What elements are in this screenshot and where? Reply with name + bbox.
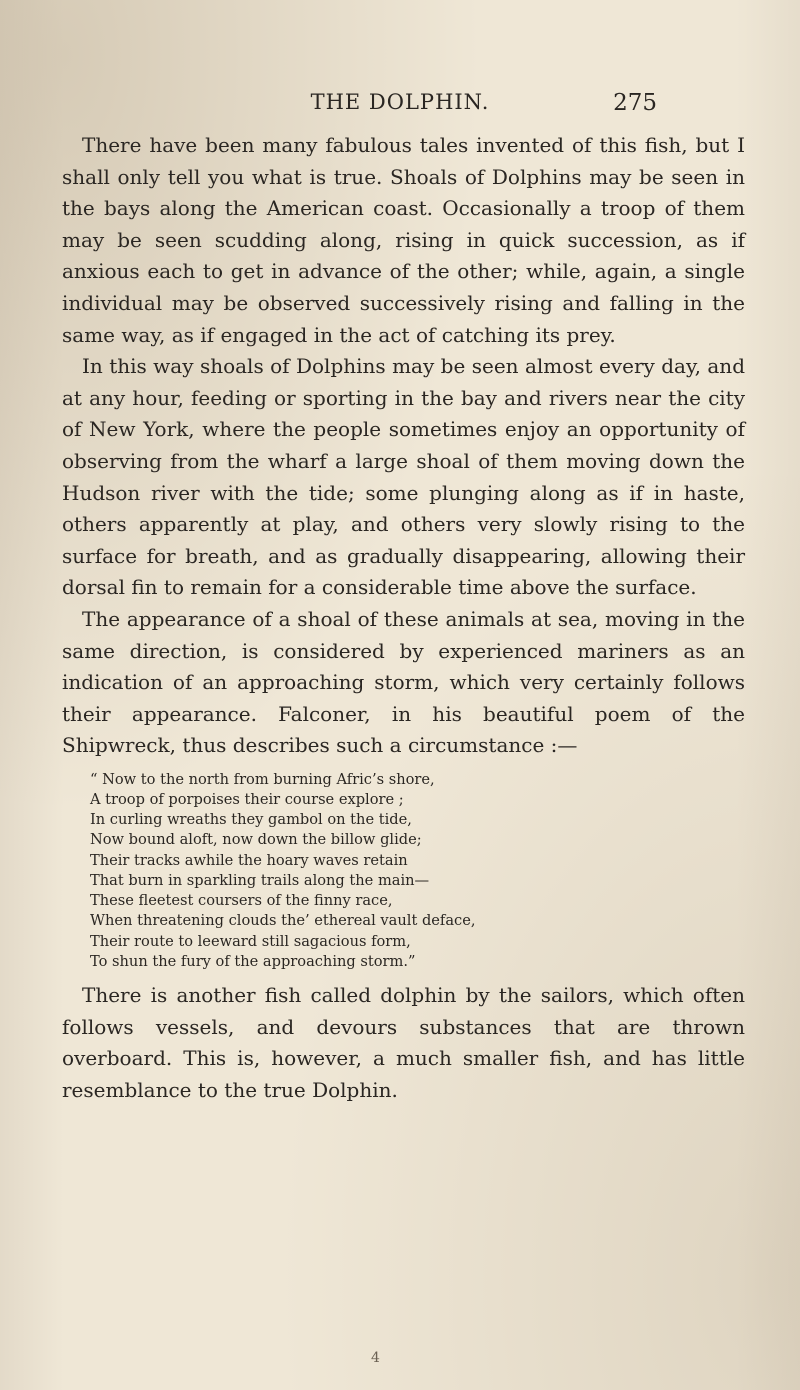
body-text <box>62 130 745 1106</box>
page-header <box>0 90 800 126</box>
poem-line: Their tracks awhile the hoary waves retain <box>90 851 408 869</box>
paragraph-3: The appearance of a shoal of these animals at sea, moving in the same direction, is considered by experienced mariners as an indication of an approaching storm, which very certainly follows their appearance. Falconer, in his beautiful poem of the Shipwreck, thus describes such a circumstance :— <box>62 606 745 758</box>
paragraph-2: In this way shoals of Dolphins may be seen almost every day, and at any hour, feeding or sporting in the bay and rivers near the city of New York, where the people sometimes enjoy an opportunity of observing from the wharf a large shoal of them moving down the Hudson river with the tide; some plunging along as if in haste, others apparently at play, and others very slowly rising to the surface for breath, and as gradually disappearing, allowing their dorsal fin to remain for a considerable time above the surface. <box>62 354 745 600</box>
poem-line: When threatening clouds the’ ethereal vault deface, <box>90 912 476 930</box>
poem-line: Their route to leeward still sagacious form, <box>90 932 411 950</box>
poem-line: To shun the fury of the approaching storm.” <box>90 952 416 970</box>
poem-line: In curling wreaths they gambol on the tide, <box>90 811 412 829</box>
poem-line: A troop of porpoises their course explore ; <box>90 791 404 809</box>
poem-line: These fleetest coursers of the finny race, <box>90 892 393 910</box>
signature-mark: 4 <box>371 1350 380 1366</box>
page-number: 275 <box>613 90 657 116</box>
poem-line: Now bound aloft, now down the billow glide; <box>90 831 422 849</box>
closing-paragraph: There is another fish called dolphin by the sailors, which often follows vessels, and devours substances that are thrown overboard. This is, however, a much smaller fish, and has little resemblance to the true Dolphin. <box>62 982 745 1102</box>
poem-line: “ Now to the north from burning Afric’s shore, <box>90 770 435 788</box>
running-title: THE DOLPHIN. <box>310 90 490 114</box>
poem-line: That burn in sparkling trails along the main— <box>90 871 430 889</box>
poem-quote <box>62 770 745 972</box>
paragraph-1: There have been many fabulous tales invented of this fish, but I shall only tell you what is true. Shoals of Dolphins may be seen in the bays along the American coast. Occasionally a troop of them may be seen scudding along, rising in quick succession, as if anxious each to get in advance of the other; while, again, a single individual may be observed successively rising and falling in the same way, as if engaged in the act of catching its prey. <box>62 133 745 347</box>
